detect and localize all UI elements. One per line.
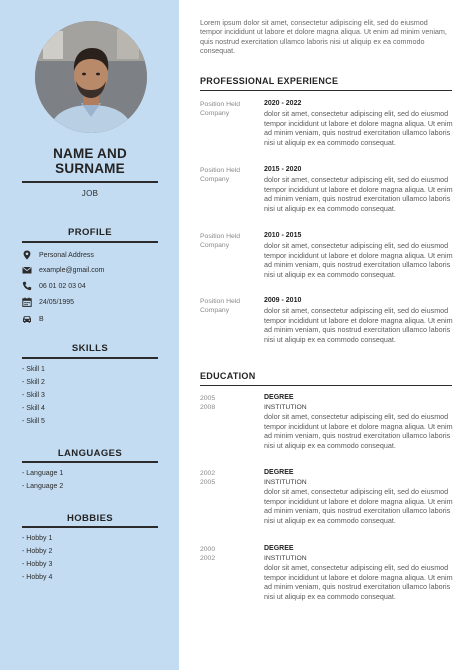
profile-photo-image — [35, 21, 147, 133]
company-name: Company — [200, 307, 230, 315]
skills-heading: SKILLS — [71, 343, 109, 354]
experience-divider — [200, 90, 452, 91]
skill-item: - Skill 5 — [22, 418, 45, 425]
skill-item: - Skill 4 — [22, 405, 45, 412]
education-entry — [264, 544, 454, 602]
position-held: Position Held — [200, 167, 241, 174]
hobbies-divider — [22, 526, 158, 528]
languages-heading: LANGUAGES — [57, 448, 123, 459]
profile-address — [22, 249, 158, 261]
experience-meta — [200, 297, 260, 316]
experience-dates: 2015 - 2020 — [264, 166, 302, 173]
skill-item: - Skill 1 — [22, 366, 45, 373]
experience-description: dolor sit amet, consectetur adipiscing elit, sed do eiusmod tempor incididunt ut labore et dolore magna aliqua. Ut enim ad minim veniam, quis nostrud exercitation ullamco laboris nisi ut aliquip ex ea commodo consequat. — [264, 109, 453, 147]
position-held: Position Held — [200, 233, 241, 240]
profile-birthdate — [22, 296, 158, 308]
experience-entry — [264, 99, 454, 147]
sidebar — [0, 0, 179, 670]
education-years — [200, 469, 260, 488]
company-name: Company — [200, 110, 230, 118]
hobby-item: - Hobby 3 — [22, 561, 53, 568]
education-description: dolor sit amet, consectetur adipiscing elit, sed do eiusmod tempor incididunt ut labore et dolore magna aliqua. Ut enim ad minim veniam, quis nostrud exercitation ullamco laboris nisi ut aliquip ex ea commodo consequat. — [264, 412, 453, 451]
education-end-year: 2002 — [200, 555, 216, 563]
education-heading: EDUCATION — [200, 371, 256, 381]
education-start-year: 2002 — [200, 470, 216, 477]
experience-entry — [264, 296, 454, 344]
education-end-year: 2005 — [200, 479, 216, 487]
experience-entry — [264, 165, 454, 213]
name-divider — [22, 181, 158, 183]
experience-heading: PROFESSIONAL EXPERIENCE — [200, 76, 339, 86]
birthdate-text: 24/05/1995 — [39, 298, 75, 306]
profile-license — [22, 313, 158, 325]
experience-meta — [200, 232, 260, 251]
skill-item: - Skill 3 — [22, 392, 45, 399]
degree-title: DEGREE — [264, 545, 294, 552]
position-held: Position Held — [200, 101, 241, 108]
experience-description: dolor sit amet, consectetur adipiscing elit, sed do eiusmod tempor incididunt ut labore et dolore magna aliqua. Ut enim ad minim veniam, quis nostrud exercitation ullamco laboris nisi ut aliquip ex ea commodo consequat. — [264, 306, 453, 344]
profile-heading: PROFILE — [68, 227, 112, 238]
language-item: - Language 2 — [22, 483, 64, 490]
profile-email — [22, 264, 158, 276]
education-start-year: 2000 — [200, 546, 216, 553]
job-title: JOB — [81, 189, 99, 198]
intro-paragraph: Lorem ipsum dolor sit amet, consectetur adipiscing elit, sed do eiusmod tempor incididunt ut labore et dolore magna aliqua. Ut enim ad minim veniam, quis nostrud exercitation ullamco laboris nisi ut aliquip ex ea commodo consequat. — [200, 18, 447, 55]
degree-title: DEGREE — [264, 394, 294, 401]
education-years — [200, 394, 260, 413]
language-item: - Language 1 — [22, 470, 64, 477]
education-end-year: 2008 — [200, 404, 216, 412]
skill-item: - Skill 2 — [22, 379, 45, 386]
hobbies-heading: HOBBIES — [66, 513, 114, 524]
address-text: Personal Address — [39, 251, 94, 259]
experience-entry — [264, 231, 454, 279]
institution-name: INSTITUTION — [264, 479, 307, 486]
license-text: B — [39, 315, 44, 323]
position-held: Position Held — [200, 298, 241, 305]
envelope-icon — [22, 265, 32, 275]
experience-description: dolor sit amet, consectetur adipiscing elit, sed do eiusmod tempor incididunt ut labore et dolore magna aliqua. Ut enim ad minim veniam, quis nostrud exercitation ullamco laboris nisi ut aliquip ex ea commodo consequat. — [264, 241, 453, 279]
education-entry — [264, 468, 454, 526]
full-name: NAME AND SURNAME — [53, 146, 127, 176]
profile-divider — [22, 241, 158, 243]
education-divider — [200, 385, 452, 386]
education-entry — [264, 393, 454, 451]
education-description: dolor sit amet, consectetur adipiscing elit, sed do eiusmod tempor incididunt ut labore et dolore magna aliqua. Ut enim ad minim veniam, quis nostrud exercitation ullamco laboris nisi ut aliquip ex ea commodo consequat. — [264, 487, 453, 526]
company-name: Company — [200, 242, 230, 250]
institution-name: INSTITUTION — [264, 555, 307, 562]
profile-photo — [35, 21, 147, 133]
phone-icon — [22, 281, 32, 291]
car-icon — [22, 314, 32, 324]
hobby-item: - Hobby 2 — [22, 548, 53, 555]
education-description: dolor sit amet, consectetur adipiscing elit, sed do eiusmod tempor incididunt ut labore et dolore magna aliqua. Ut enim ad minim veniam, quis nostrud exercitation ullamco laboris nisi ut aliquip ex ea commodo consequat. — [264, 563, 453, 602]
profile-phone — [22, 280, 158, 292]
email-text: example@gmail.com — [39, 266, 105, 274]
languages-divider — [22, 461, 158, 463]
experience-dates: 2009 - 2010 — [264, 297, 302, 304]
experience-dates: 2020 - 2022 — [264, 100, 302, 107]
experience-meta — [200, 166, 260, 185]
experience-description: dolor sit amet, consectetur adipiscing elit, sed do eiusmod tempor incididunt ut labore et dolore magna aliqua. Ut enim ad minim veniam, quis nostrud exercitation ullamco laboris nisi ut aliquip ex ea commodo consequat. — [264, 175, 453, 213]
institution-name: INSTITUTION — [264, 404, 307, 411]
calendar-icon — [22, 297, 32, 307]
location-pin-icon — [22, 250, 32, 260]
education-start-year: 2005 — [200, 395, 216, 402]
experience-meta — [200, 100, 260, 119]
skills-divider — [22, 357, 158, 359]
education-years — [200, 545, 260, 564]
experience-dates: 2010 - 2015 — [264, 232, 302, 239]
phone-text: 06 01 02 03 04 — [39, 282, 86, 290]
hobby-item: - Hobby 4 — [22, 574, 53, 581]
company-name: Company — [200, 176, 230, 184]
hobby-item: - Hobby 1 — [22, 535, 53, 542]
degree-title: DEGREE — [264, 469, 294, 476]
